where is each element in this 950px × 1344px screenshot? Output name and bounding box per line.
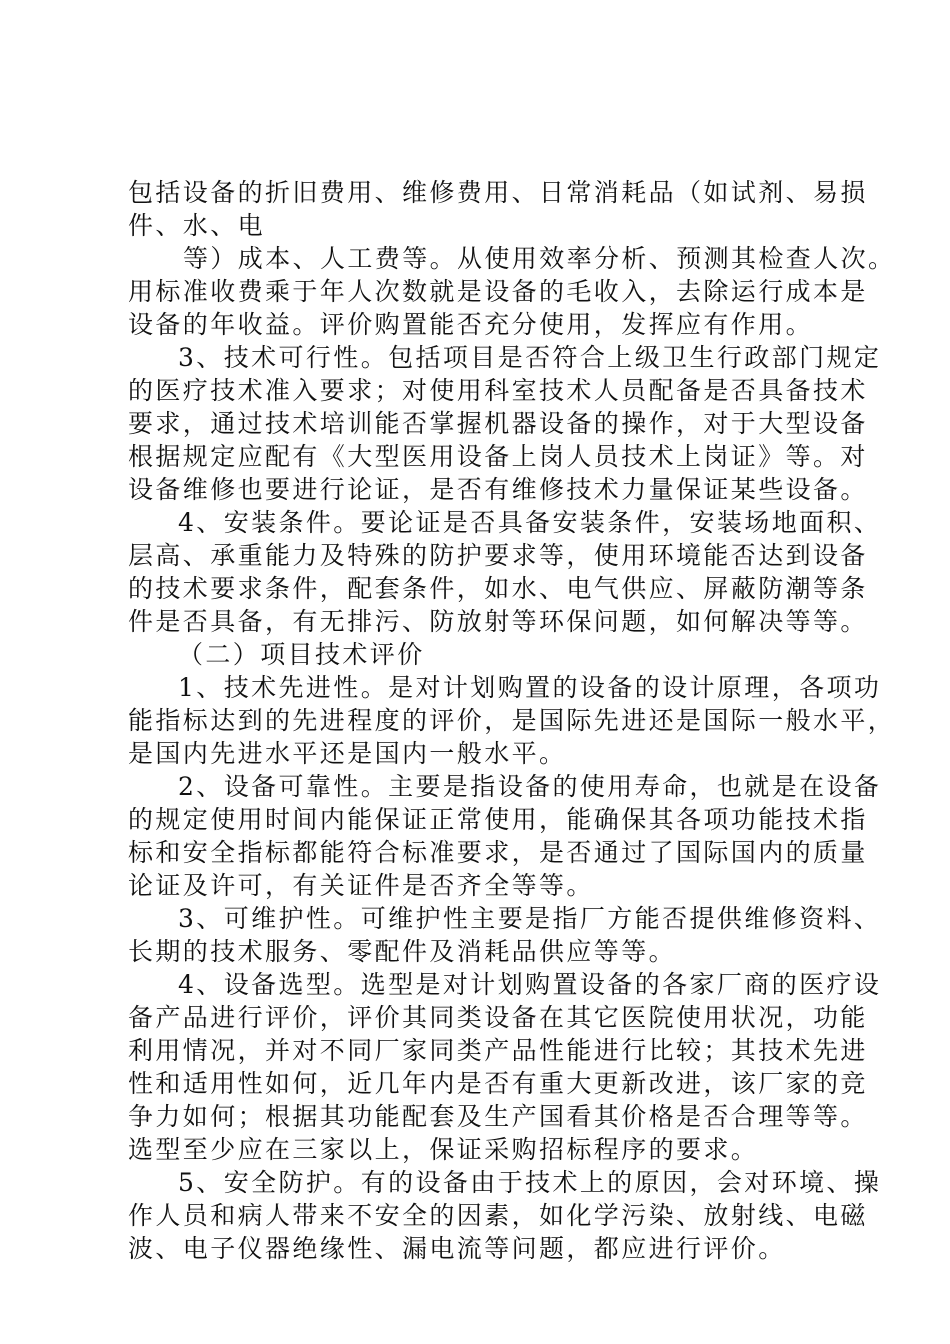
paragraph-heading: 4、设备选型。选型是对计划购置设备的各家厂商的医疗设 [178,970,882,999]
text-line: 根据规定应配有《大型医用设备上岗人员技术上岗证》等。对 [128,442,868,471]
text-line: 作人员和病人带来不安全的因素，如化学污染、放射线、电磁 [128,1201,868,1230]
text-line: 的规定使用时间内能保证正常使用，能确保其各项功能技术指 [128,805,868,834]
paragraph-heading: 4、安装条件。要论证是否具备安装条件，安装场地面积、 [178,508,882,537]
text-line: 长期的技术服务、零配件及消耗品供应等等。 [128,937,677,966]
text-line: 件是否具备，有无排污、防放射等环保问题，如何解决等等。 [128,607,868,636]
text-line: 包括设备的折旧费用、维修费用、日常消耗品（如试剂、易损 [128,178,868,207]
text-line: 设备的年收益。评价购置能否充分使用，发挥应有作用。 [128,310,814,339]
text-line: 利用情况，并对不同厂家同类产品性能进行比较；其技术先进 [128,1036,868,1065]
text-line: 标和安全指标都能符合标准要求，是否通过了国际国内的质量 [128,838,868,867]
paragraph-heading: 5、安全防护。有的设备由于技术上的原因，会对环境、操 [178,1168,882,1197]
text-line: 的医疗技术准入要求；对使用科室技术人员配备是否具备技术 [128,376,868,405]
paragraph-heading: 2、设备可靠性。主要是指设备的使用寿命，也就是在设备 [178,772,882,801]
text-line: 备产品进行评价，评价其同类设备在其它医院使用状况，功能 [128,1003,868,1032]
text-line: 波、电子仪器绝缘性、漏电流等问题，都应进行评价。 [128,1234,786,1263]
text-line: 层高、承重能力及特殊的防护要求等，使用环境能否达到设备 [128,541,868,570]
paragraph-heading: 3、技术可行性。包括项目是否符合上级卫生行政部门规定 [178,343,882,372]
text-line: 要求，通过技术培训能否掌握机器设备的操作，对于大型设备 [128,409,868,438]
text-line: 性和适用性如何，近几年内是否有重大更新改进，该厂家的竞 [128,1069,868,1098]
paragraph-heading: 3、可维护性。可维护性主要是指厂方能否提供维修资料、 [178,904,882,933]
text-line: 能指标达到的先进程度的评价，是国际先进还是国际一般水平， [128,706,896,735]
text-line: 是国内先进水平还是国内一般水平。 [128,739,567,768]
section-heading: （二）项目技术评价 [178,640,425,669]
text-line: 件、水、电 [128,211,266,240]
text-line: 的技术要求条件，配套条件，如水、电气供应、屏蔽防潮等条 [128,574,868,603]
text-line: 用标准收费乘于年人次数就是设备的毛收入，去除运行成本是 [128,277,868,306]
text-line: 等）成本、人工费等。从使用效率分析、预测其检查人次。 [183,244,896,273]
text-line: 争力如何；根据其功能配套及生产国看其价格是否合理等等。 [128,1102,868,1131]
document-body [128,176,896,1265]
text-line: 选型至少应在三家以上，保证采购招标程序的要求。 [128,1135,759,1164]
text-line: 论证及许可，有关证件是否齐全等等。 [128,871,594,900]
text-line: 设备维修也要进行论证，是否有维修技术力量保证某些设备。 [128,475,868,504]
paragraph-heading: 1、技术先进性。是对计划购置的设备的设计原理，各项功 [178,673,882,702]
